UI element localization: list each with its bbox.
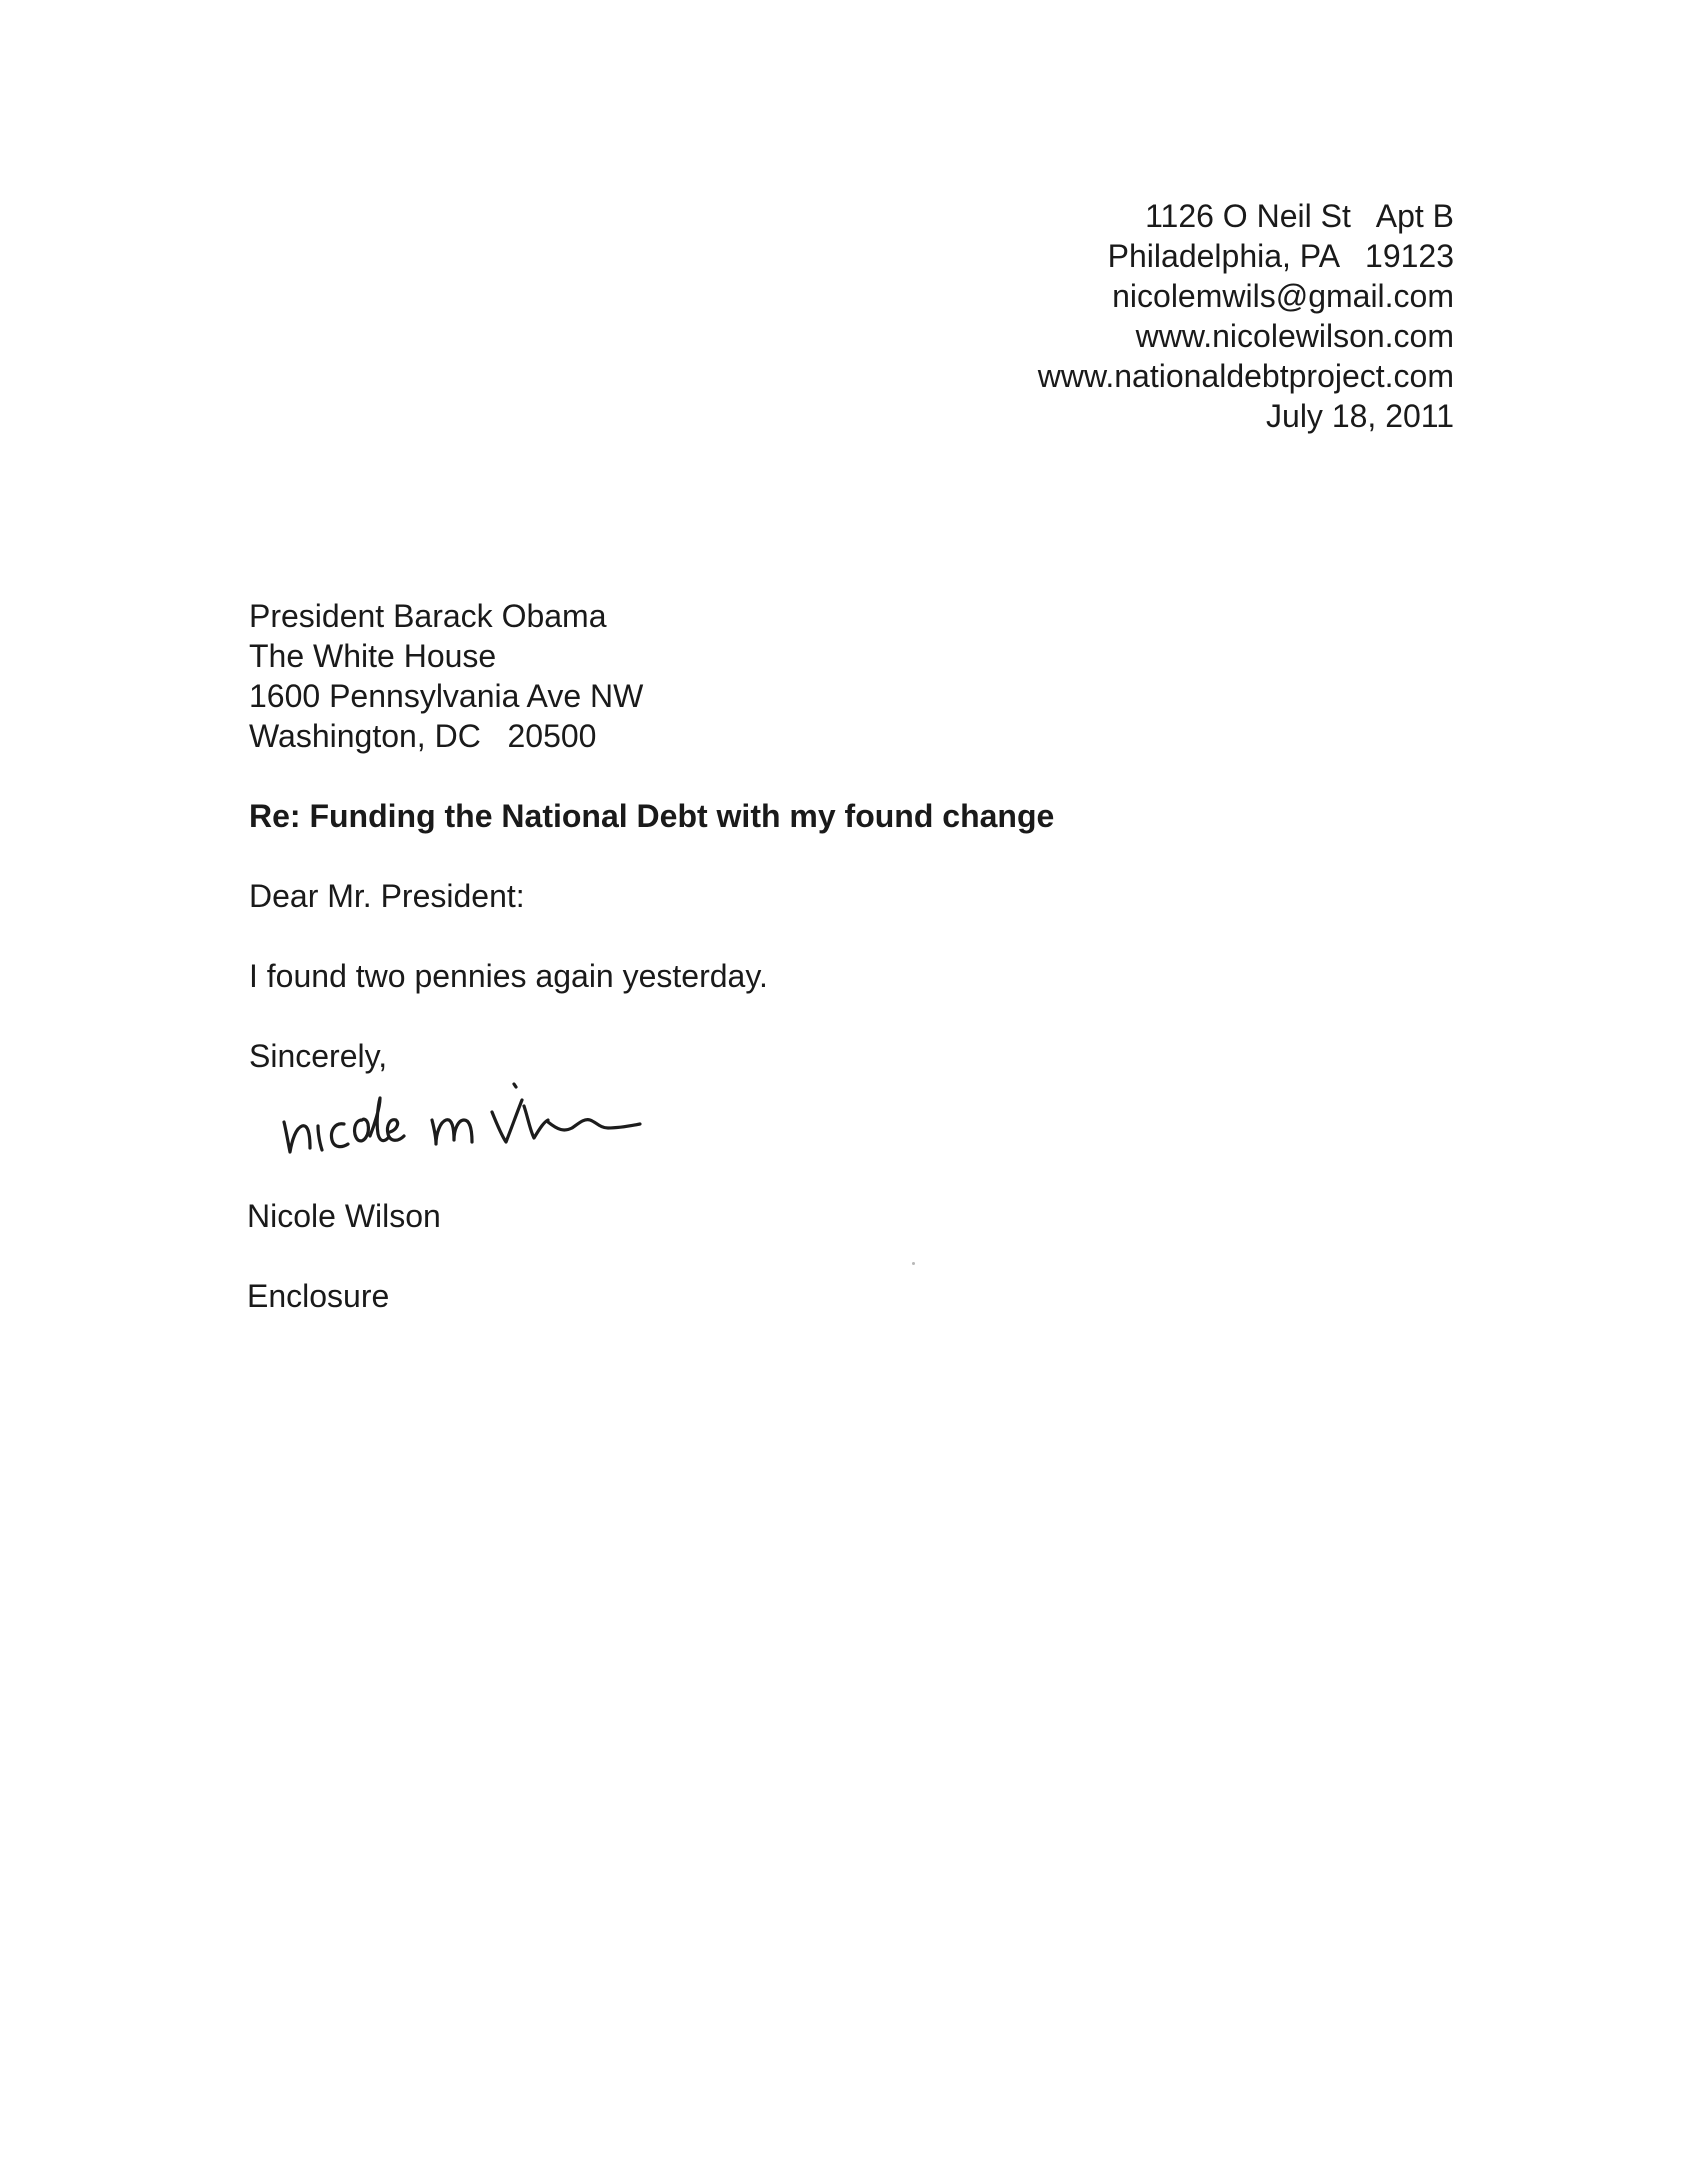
sender-website: www.nicolewilson.com: [1135, 318, 1454, 354]
subject-line: Re: Funding the National Debt with my found change: [249, 798, 1055, 834]
salutation: Dear Mr. President:: [249, 878, 525, 914]
closing: Sincerely,: [249, 1038, 388, 1074]
sender-project-website: www.nationaldebtproject.com: [1037, 358, 1454, 394]
scan-speck: [912, 1262, 915, 1265]
sender-email: nicolemwils@gmail.com: [1112, 278, 1454, 314]
letter-date: July 18, 2011: [1266, 398, 1454, 434]
handwritten-signature: [278, 1060, 708, 1170]
signer-name: Nicole Wilson: [247, 1198, 441, 1234]
sender-street: 1126 O Neil St Apt B: [1145, 198, 1454, 234]
recipient-address-block: [249, 596, 643, 756]
letter-body: I found two pennies again yesterday.: [249, 958, 768, 994]
recipient-street: 1600 Pennsylvania Ave NW: [249, 678, 644, 714]
recipient-city-state-zip: Washington, DC 20500: [249, 718, 597, 754]
enclosure-notation: Enclosure: [247, 1278, 390, 1314]
recipient-organization: The White House: [249, 638, 497, 674]
sender-city-state-zip: Philadelphia, PA 19123: [1107, 238, 1454, 274]
recipient-name: President Barack Obama: [249, 598, 607, 634]
sender-address-block: [1038, 196, 1454, 436]
